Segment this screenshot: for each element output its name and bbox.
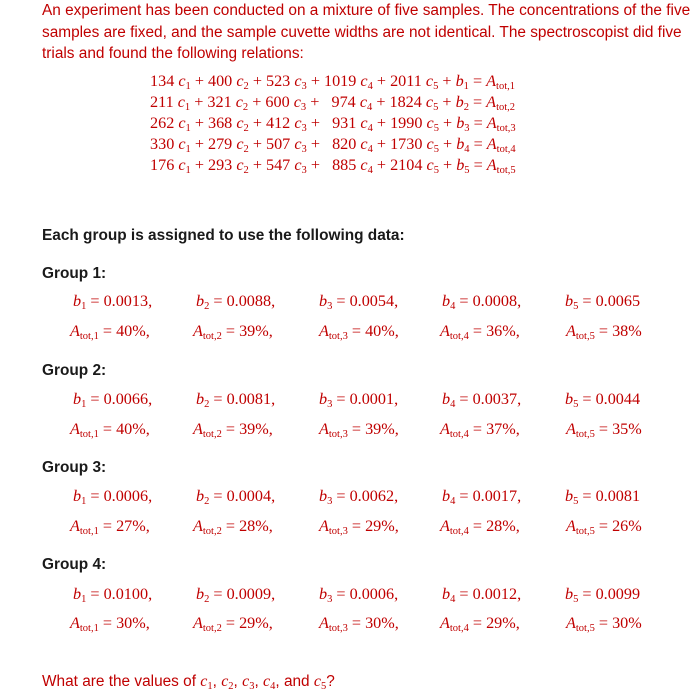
term-c5: + 1730 c <box>372 135 434 154</box>
b3-value: $b_3 = 0.0062$, <box>319 487 399 507</box>
sub: tot,4 <box>496 144 516 156</box>
sub: 1 <box>185 144 191 156</box>
term-c3: + 507 c <box>248 135 302 154</box>
equation-row <box>150 113 516 134</box>
a5-value: $A_{tot,5} = 30\%$ <box>566 614 642 634</box>
a4-value: $A_{tot,4} = 28\%$, <box>440 517 520 537</box>
term-a: = A <box>468 93 497 112</box>
a2-value: $A_{tot,2} = 39\%$, <box>193 420 273 440</box>
sub: 5 <box>464 165 470 177</box>
equation-row <box>150 71 516 92</box>
b4-value: $b_4 = 0.0037$, <box>442 390 522 410</box>
b5-value: $b_5 = 0.0099$ <box>565 585 641 605</box>
a1-value: $A_{tot,1} = 30\%$, <box>70 614 150 634</box>
sub: 5 <box>433 81 439 92</box>
sub: 3 <box>301 165 307 177</box>
sub: 2 <box>463 102 469 114</box>
term-c1: 262 c <box>150 114 186 133</box>
sub: 3 <box>300 102 307 114</box>
a2-value: $A_{tot,2} = 28\%$, <box>193 517 273 537</box>
group-1-heading: Group 1: <box>42 265 107 282</box>
term-b: + b <box>438 135 465 154</box>
data-heading: Each group is assigned to use the following data: <box>42 227 405 244</box>
b3-value: $b_3 = 0.0001$, <box>319 390 399 410</box>
b4-value: $b_4 = 0.0017$, <box>442 487 522 507</box>
term-c2: + 279 c <box>190 135 244 154</box>
b4-value: $b_4 = 0.0012$, <box>442 585 522 605</box>
a2-value: $A_{tot,2} = 29\%$, <box>193 614 273 634</box>
b3-value: $b_3 = 0.0054$, <box>319 292 399 312</box>
sub: 4 <box>367 102 373 114</box>
sub: 2 <box>243 165 249 177</box>
group-3-heading: Group 3: <box>42 459 107 476</box>
sub: 5 <box>433 102 439 114</box>
term-c5: + 1990 c <box>372 114 434 133</box>
sub: tot,5 <box>496 165 516 177</box>
term-c2: + 293 c <box>190 156 244 175</box>
term-c2: + 400 c <box>190 72 244 90</box>
sub: 2 <box>243 81 249 92</box>
term-c4: + 1019 c <box>306 72 368 90</box>
equation-row <box>150 134 516 155</box>
group-4-a-row <box>0 614 700 638</box>
a5-value: $A_{tot,5} = 35\%$ <box>566 420 642 440</box>
sub: 3 <box>301 123 307 135</box>
term-a: = A <box>469 135 497 154</box>
sub: tot,2 <box>496 102 516 114</box>
group-1-b-row <box>0 292 700 316</box>
sub: 1 <box>184 102 191 114</box>
sub: 4 <box>367 165 373 177</box>
sub: 1 <box>185 165 191 177</box>
a2-value: $A_{tot,2} = 39\%$, <box>193 322 273 342</box>
a1-value: $A_{tot,1} = 27\%$, <box>70 517 150 537</box>
term-c2: + 321 c <box>190 93 243 112</box>
group-3-b-row <box>0 487 700 511</box>
sub: 5 <box>433 144 439 156</box>
question: What are the values of $c_1$, $c_2$, $c_3$, $c_4$, and $c_5$? <box>42 673 335 692</box>
sub: 1 <box>463 81 469 92</box>
sub: 2 <box>243 123 249 135</box>
group-1-a-row <box>0 322 700 346</box>
term-b: + b <box>438 72 464 90</box>
sub: 3 <box>301 144 307 156</box>
a3-value: $A_{tot,3} = 29\%$, <box>319 517 399 537</box>
sub: tot,1 <box>496 81 516 92</box>
sub: 4 <box>367 144 373 156</box>
term-c5: + 1824 c <box>372 93 434 112</box>
b4-value: $b_4 = 0.0008$, <box>442 292 522 312</box>
term-c1: 211 c <box>150 93 185 112</box>
b5-value: $b_5 = 0.0044$ <box>565 390 641 410</box>
a5-value: $A_{tot,5} = 38\%$ <box>566 322 642 342</box>
term-c4: + 974 c <box>306 93 368 112</box>
term-c1: 176 c <box>150 156 186 175</box>
group-4-heading: Group 4: <box>42 556 107 573</box>
a3-value: $A_{tot,3} = 39\%$, <box>319 420 399 440</box>
term-c4: + 885 c <box>306 156 368 175</box>
group-2-b-row <box>0 390 700 414</box>
equation-row <box>150 155 516 176</box>
a4-value: $A_{tot,4} = 29\%$, <box>440 614 520 634</box>
group-2-heading: Group 2: <box>42 362 107 379</box>
intro-paragraph: An experiment has been conducted on a mixture of five samples. The concentrations of the five samples are fixed, and the sample cuvette widths are not identical. The spectroscopist did five trials and found the following relations: <box>42 2 691 62</box>
b5-value: $b_5 = 0.0081$ <box>565 487 641 507</box>
b2-value: $b_2 = 0.0088$, <box>196 292 276 312</box>
sub: 5 <box>433 123 439 135</box>
sub: 4 <box>367 81 373 92</box>
sub: 1 <box>185 81 191 92</box>
term-a: = A <box>469 156 497 175</box>
a1-value: $A_{tot,1} = 40\%$, <box>70 322 150 342</box>
term-c5: + 2104 c <box>372 156 434 175</box>
term-b: + b <box>438 156 465 175</box>
sub: 4 <box>464 144 470 156</box>
group-4-b-row <box>0 585 700 609</box>
term-c2: + 368 c <box>190 114 244 133</box>
term-c4: + 820 c <box>306 135 368 154</box>
question-prefix: What are the values of <box>42 673 201 690</box>
b2-value: $b_2 = 0.0009$, <box>196 585 276 605</box>
term-b: + b <box>438 114 465 133</box>
group-2-a-row <box>0 420 700 444</box>
b5-value: $b_5 = 0.0065$ <box>565 292 641 312</box>
a5-value: $A_{tot,5} = 26\%$ <box>566 517 642 537</box>
sub: 3 <box>301 81 307 92</box>
term-a: = A <box>469 114 497 133</box>
term-c5: + 2011 c <box>372 72 434 90</box>
sub: 5 <box>433 165 439 177</box>
term-c3: + 523 c <box>248 72 302 90</box>
term-c3: + 600 c <box>248 93 301 112</box>
term-c1: 330 c <box>150 135 186 154</box>
b1-value: $b_1 = 0.0066$, <box>73 390 153 410</box>
term-b: + b <box>438 93 464 112</box>
a4-value: $A_{tot,4} = 37\%$, <box>440 420 520 440</box>
sub: 2 <box>243 144 249 156</box>
sub: tot,3 <box>496 123 516 135</box>
a4-value: $A_{tot,4} = 36\%$, <box>440 322 520 342</box>
b2-value: $b_2 = 0.0004$, <box>196 487 276 507</box>
a1-value: $A_{tot,1} = 40\%$, <box>70 420 150 440</box>
sub: 2 <box>242 102 249 114</box>
term-c1: 134 c <box>150 72 186 90</box>
term-a: = A <box>468 72 497 90</box>
term-c3: + 412 c <box>248 114 302 133</box>
sub: 3 <box>464 123 470 135</box>
b2-value: $b_2 = 0.0081$, <box>196 390 276 410</box>
term-c3: + 547 c <box>248 156 302 175</box>
sub: 1 <box>185 123 191 135</box>
b1-value: $b_1 = 0.0006$, <box>73 487 153 507</box>
a3-value: $A_{tot,3} = 30\%$, <box>319 614 399 634</box>
b1-value: $b_1 = 0.0100$, <box>73 585 153 605</box>
term-c4: + 931 c <box>306 114 368 133</box>
b3-value: $b_3 = 0.0006$, <box>319 585 399 605</box>
a3-value: $A_{tot,3} = 40\%$, <box>319 322 399 342</box>
sub: 4 <box>367 123 373 135</box>
equation-system <box>150 71 516 176</box>
group-3-a-row <box>0 517 700 541</box>
b1-value: $b_1 = 0.0013$, <box>73 292 153 312</box>
equation-row <box>150 92 516 113</box>
